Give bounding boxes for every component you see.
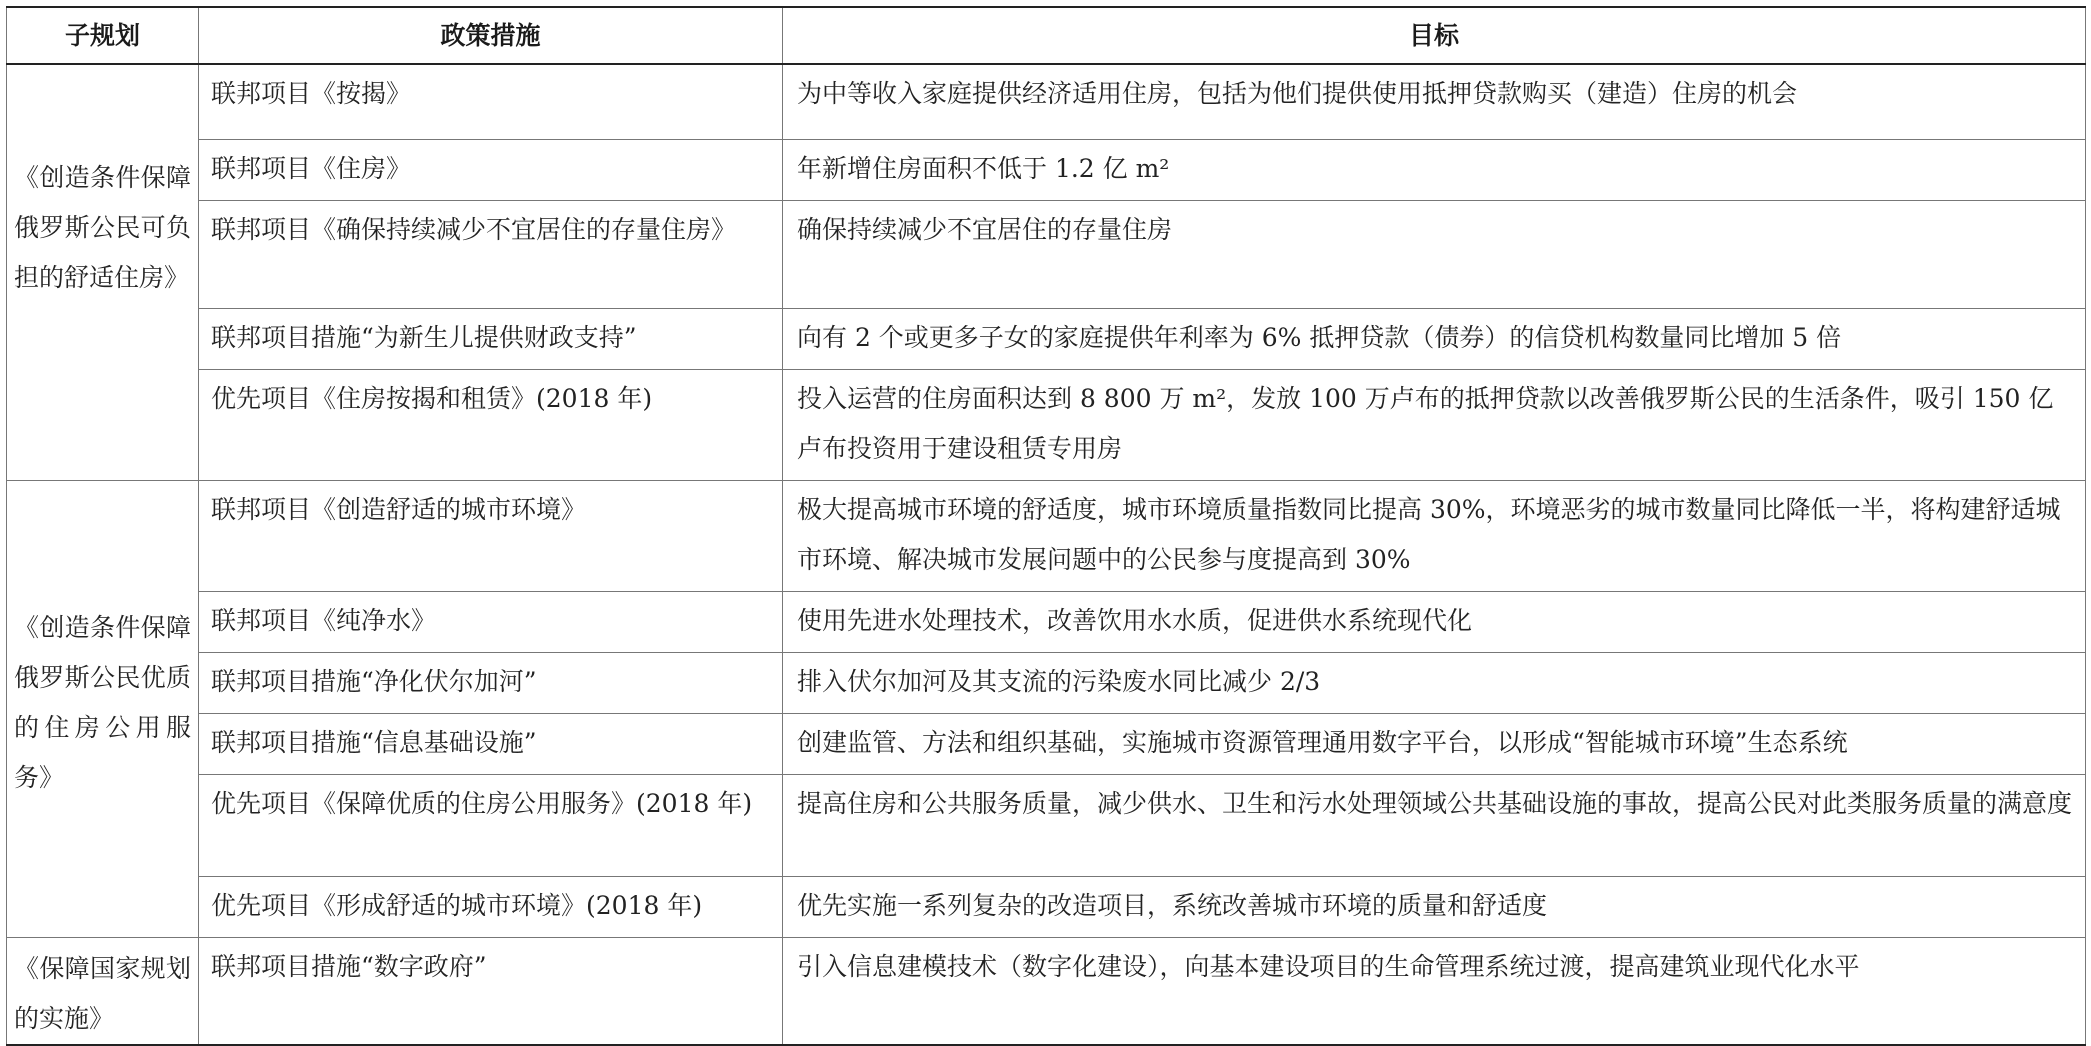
table-row (7, 480, 2086, 591)
table-row (7, 652, 2086, 713)
table-row (7, 139, 2086, 200)
table-row (7, 369, 2086, 480)
measure-cell: 优先项目《住房按揭和租赁》(2018 年) (199, 369, 783, 480)
subprogram-cell: 《创造条件保障俄罗斯公民优质的住房公用服务》 (7, 480, 199, 937)
measure-cell: 联邦项目措施“数字政府” (199, 937, 783, 1045)
table-row (7, 876, 2086, 937)
goal-cell: 引入信息建模技术（数字化建设），向基本建设项目的生命管理系统过渡，提高建筑业现代化水平 (783, 937, 2086, 1045)
measure-cell: 优先项目《形成舒适的城市环境》(2018 年) (199, 876, 783, 937)
measure-cell: 联邦项目《创造舒适的城市环境》 (199, 480, 783, 591)
document-page (6, 6, 2085, 1033)
table-row (7, 308, 2086, 369)
goal-cell: 极大提高城市环境的舒适度，城市环境质量指数同比提高 30%，环境恶劣的城市数量同比降低一半，将构建舒适城市环境、解决城市发展问题中的公民参与度提高到 30% (783, 480, 2086, 591)
measure-cell: 联邦项目措施“净化伏尔加河” (199, 652, 783, 713)
table-row (7, 200, 2086, 308)
goal-cell: 年新增住房面积不低于 1.2 亿 m² (783, 139, 2086, 200)
table-row (7, 774, 2086, 876)
measure-cell: 联邦项目《住房》 (199, 139, 783, 200)
measure-cell: 联邦项目《确保持续减少不宜居住的存量住房》 (199, 200, 783, 308)
goal-cell: 优先实施一系列复杂的改造项目，系统改善城市环境的质量和舒适度 (783, 876, 2086, 937)
table-row (7, 64, 2086, 139)
goal-cell: 为中等收入家庭提供经济适用住房，包括为他们提供使用抵押贷款购买（建造）住房的机会 (783, 64, 2086, 139)
policy-table (6, 6, 2086, 1046)
goal-cell: 排入伏尔加河及其支流的污染废水同比减少 2/3 (783, 652, 2086, 713)
table-row (7, 591, 2086, 652)
table-row (7, 713, 2086, 774)
goal-cell: 提高住房和公共服务质量，减少供水、卫生和污水处理领域公共基础设施的事故，提高公民对此类服务质量的满意度 (783, 774, 2086, 876)
header-row (7, 7, 2086, 64)
measure-cell: 联邦项目《纯净水》 (199, 591, 783, 652)
subprogram-cell: 《创造条件保障俄罗斯公民可负担的舒适住房》 (7, 64, 199, 480)
goal-cell: 使用先进水处理技术，改善饮用水水质，促进供水系统现代化 (783, 591, 2086, 652)
measure-cell: 联邦项目《按揭》 (199, 64, 783, 139)
header-subprogram: 子规划 (7, 7, 199, 64)
goal-cell: 向有 2 个或更多子女的家庭提供年利率为 6% 抵押贷款（债券）的信贷机构数量同比增加 5 倍 (783, 308, 2086, 369)
measure-cell: 联邦项目措施“信息基础设施” (199, 713, 783, 774)
subprogram-cell: 《保障国家规划的实施》 (7, 937, 199, 1045)
measure-cell: 联邦项目措施“为新生儿提供财政支持” (199, 308, 783, 369)
table-row (7, 937, 2086, 1045)
goal-cell: 确保持续减少不宜居住的存量住房 (783, 200, 2086, 308)
goal-cell: 投入运营的住房面积达到 8 800 万 m²，发放 100 万卢布的抵押贷款以改善俄罗斯公民的生活条件，吸引 150 亿卢布投资用于建设租赁专用房 (783, 369, 2086, 480)
measure-cell: 优先项目《保障优质的住房公用服务》(2018 年) (199, 774, 783, 876)
header-measures: 政策措施 (199, 7, 783, 64)
goal-cell: 创建监管、方法和组织基础，实施城市资源管理通用数字平台，以形成“智能城市环境”生态系统 (783, 713, 2086, 774)
header-goals: 目标 (783, 7, 2086, 64)
